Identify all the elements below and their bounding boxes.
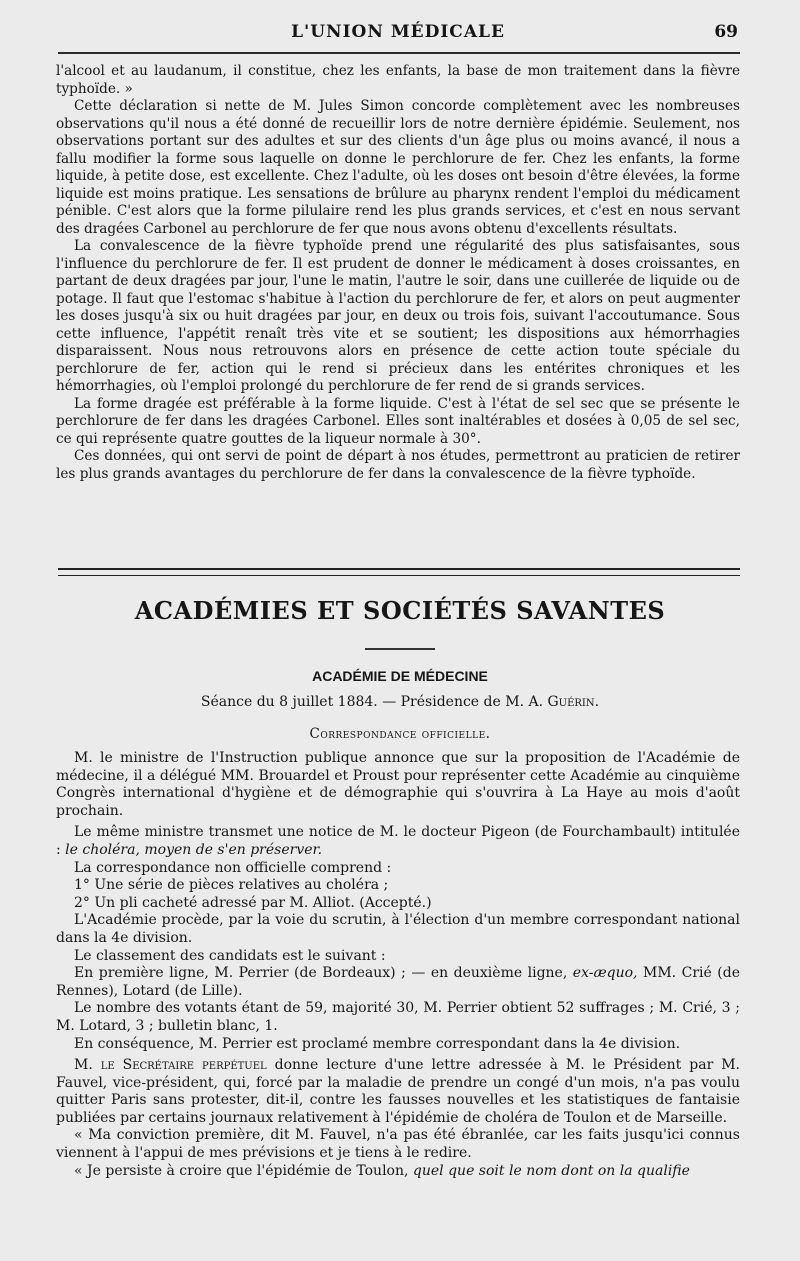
paragraph: M. le ministre de l'Instruction publique annonce que sur la proposition de l'Académie de médecine, il a délégué MM. Brouardel et Proust pour représenter cette Académie au cinquième Congrès international d'hygiène et de démographie qui s'ouvrira à La Haye au mois d'août prochain. (56, 750, 740, 819)
paragraph: La forme dragée est préférable à la forme liquide. C'est à l'état de sel sec que se présente le perchlorure de fer dans les dragées Carbonel. Elles sont inaltérables et dosées à 0,05 de sel sec, ce qui représente quatre gouttes de la liqueur normale à 30°. (56, 395, 740, 447)
paragraph: La convalescence de la fièvre typhoïde prend une régularité des plus satisfaisantes, sous l'influence du perchlorure de fer. Il est prudent de donner le médicament à doses croissantes, en partant de deux dragées par jour, l'une le matin, l'autre le soir, dans une cuillerée de liquide ou de potage. Il faut que l'estomac s'habitue à l'action du perchlorure de fer, et alors on peut augmenter les doses jusqu'à six ou huit dragées par jour, en deux ou trois fois, suivant l'accoutumance. Sous cette influence, l'appétit renaît très vite et se soutient; les dispositions aux hémorrhagies disparaissent. Nous nous retrouvons alors en présence de cette action toute spéciale du perchlorure de fer, action qui le rend si précieux dans les entérites chroniques et les hémorrhagies, où l'emploi prolongé du perchlorure de fer rend de si grands services. (56, 238, 740, 394)
text: En première ligne, M. Perrier (de Bordeaux) ; — en deuxième ligne, (74, 965, 573, 982)
list-item: 1° Une série de pièces relatives au choléra ; (74, 877, 389, 894)
session-line (0, 694, 800, 710)
session-suffix: . (594, 694, 600, 710)
text: MM. Crié (de Rennes), Lotard (de Lille). (56, 965, 740, 999)
journal-title: L'UNION MÉDICALE (291, 22, 505, 42)
italic-title: le choléra, moyen de s'en préserver. (65, 841, 323, 858)
president-name: Guérin (547, 694, 595, 710)
title-rule (365, 648, 435, 650)
paragraph: La correspondance non officielle comprend : (74, 859, 392, 876)
speaker: M. le Secrétaire perpétuel (74, 1057, 267, 1074)
correspondence-text-block (56, 750, 740, 1180)
paragraph (56, 1163, 740, 1181)
list-item: 2° Un pli cacheté adressé par M. Alliot. (Accepté.) (74, 894, 432, 911)
text: donne lecture d'une lettre adressée à M. le Président par M. Fauvel, vice-président, qui, forcé par la maladie de prendre un congé d'un mois, n'a pas voulu quitter Paris sans protester, dit-il, contre les fausses nouvelles et les statistiques de fantaisie publiées par certains journaux relativement à l'épidémie de choléra de Toulon et de Marseille. (56, 1057, 740, 1126)
paragraph: Le classement des candidats est le suivant : (74, 947, 386, 964)
intro-text-block (56, 63, 740, 483)
paragraph: « Ma conviction première, dit M. Fauvel, n'a pas été ébranlée, car les faits jusqu'ici connus viennent à l'appui de mes prévisions et je tiens à le redire. (56, 1127, 740, 1162)
page-number: 69 (714, 22, 738, 42)
academy-heading: ACADÉMIE DE MÉDECINE (312, 668, 488, 684)
paragraph: En conséquence, M. Perrier est proclamé membre correspondant dans la 4e division. (74, 1035, 681, 1052)
italic-text: quel que soit le nom dont on la qualifie (412, 1162, 690, 1179)
paragraph (56, 965, 740, 1000)
section-divider (58, 568, 740, 576)
section-title: ACADÉMIES ET SOCIÉTÉS SAVANTES (134, 596, 666, 625)
text: « Je persiste à croire que l'épidémie de Toulon, (74, 1162, 413, 1179)
paragraph (56, 1057, 740, 1127)
paragraph: Ces données, qui ont servi de point de départ à nos études, permettront au praticien de retirer les plus grands avantages du perchlorure de fer dans la convalescence de la fièvre typhoïde. (56, 448, 740, 482)
paragraph (56, 824, 740, 859)
text: Le même ministre transmet une notice de M. le docteur Pigeon (de Fourchambault) intitulée : (56, 824, 740, 858)
paragraph: l'alcool et au laudanum, il constitue, chez les enfants, la base de mon traitement dans la fièvre typhoïde. » (56, 63, 740, 97)
header-rule (58, 52, 740, 54)
correspondence-heading: Correspondance officielle. (309, 726, 491, 742)
italic-text: ex-æquo, (572, 965, 638, 982)
session-prefix: Séance du 8 juillet 1884. — Présidence de M. A. (200, 694, 548, 710)
running-head (58, 18, 738, 48)
paragraph: Cette déclaration si nette de M. Jules Simon concorde complètement avec les nombreuses observations qu'il nous a été donné de recueillir lors de notre dernière épidémie. Seulement, nos observations portant sur des adultes et sur des clients d'un âge plus ou moins avancé, il nous a fallu modifier la forme sous laquelle on donne le perchlorure de fer. Chez les enfants, la forme liquide, à petite dose, est excellente. Chez l'adulte, où les doses ont besoin d'être élevées, la forme liquide est moins pratique. Les sensations de brûlure au pharynx rendent l'emploi du médicament pénible. C'est alors que la forme pilulaire rend les plus grands services, et c'est en nous servant des dragées Carbonel au perchlorure de fer que nous avons obtenu d'excellents résultats. (56, 98, 740, 237)
paragraph: L'Académie procède, par la voie du scrutin, à l'élection d'un membre correspondant national dans la 4e division. (56, 912, 740, 946)
paragraph: Le nombre des votants étant de 59, majorité 30, M. Perrier obtient 52 suffrages ; M. Crié, 3 ; M. Lotard, 3 ; bulletin blanc, 1. (56, 1000, 740, 1034)
